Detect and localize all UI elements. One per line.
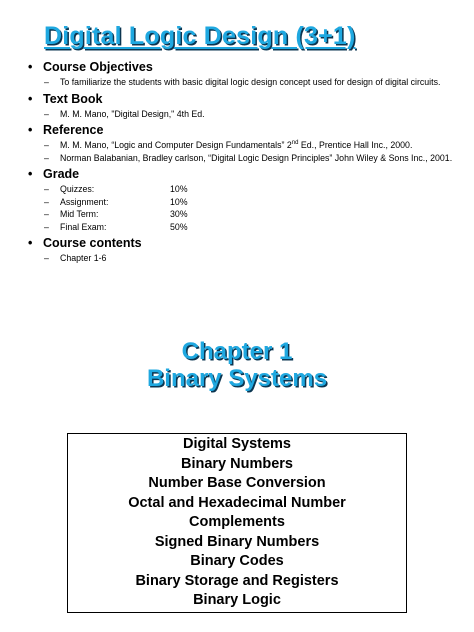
section-course-contents <box>26 236 456 264</box>
chapter-subtitle: Binary Systems <box>146 365 328 392</box>
topic-item: Binary Codes <box>190 553 284 569</box>
chapter-title: Chapter 1 <box>181 338 293 365</box>
dash-icon: – <box>44 221 49 232</box>
reference-text: Ed., Prentice Hall Inc., 2000. <box>298 140 413 150</box>
dash-icon: – <box>44 140 49 150</box>
topic-item: Complements <box>189 514 285 530</box>
bullet-icon: • <box>28 236 33 250</box>
grade-value: 30% <box>170 209 188 219</box>
dash-icon: – <box>44 152 49 163</box>
list-item: Norman Balabanian, Bradley carlson, “Digital Logic Design Principles” John Wiley & Sons Inc., 2001. <box>60 152 453 163</box>
grade-row <box>60 184 456 195</box>
topic-item: Signed Binary Numbers <box>154 533 320 550</box>
dash-icon: – <box>44 108 49 119</box>
grade-label: Mid Term: <box>60 209 99 219</box>
list-item: Chapter 1-6 <box>60 253 107 263</box>
dash-icon: – <box>44 209 49 219</box>
course-outline <box>26 56 456 264</box>
superscript: nd <box>291 140 299 147</box>
dash-icon: – <box>44 253 49 263</box>
section-course-objectives <box>26 60 456 88</box>
dash-icon: – <box>44 77 49 87</box>
list-item <box>60 140 456 151</box>
section-heading: Text Book <box>43 91 103 106</box>
grade-label: Quizzes: <box>60 184 95 194</box>
section-grade <box>26 167 456 232</box>
reference-text: M. M. Mano, “Logic and Computer Design Fundamentals” 2 <box>60 140 292 150</box>
section-heading: Grade <box>43 167 80 181</box>
topic-item: Number Base Conversion <box>148 475 326 491</box>
bullet-icon: • <box>28 60 33 74</box>
bullet-icon: • <box>28 167 33 181</box>
topic-item: Octal and Hexadecimal Number <box>128 494 346 511</box>
grade-value: 50% <box>170 221 188 232</box>
section-heading: Course Objectives <box>43 60 153 74</box>
grade-label: Final Exam: <box>60 221 107 232</box>
bullet-icon: • <box>28 91 33 106</box>
topic-item: Binary Storage and Registers <box>135 572 339 589</box>
list-item: To familiarize the students with basic digital logic design concept used for design of digital circuits. <box>60 77 441 87</box>
grade-row <box>60 197 456 208</box>
topic-item: Binary Logic <box>193 592 281 608</box>
grade-value: 10% <box>170 184 188 194</box>
bullet-icon: • <box>28 123 33 137</box>
section-heading: Course contents <box>43 236 142 250</box>
dash-icon: – <box>44 184 49 194</box>
dash-icon: – <box>44 196 49 207</box>
section-heading: Reference <box>43 123 104 137</box>
section-text-book <box>26 92 456 120</box>
topics-box <box>67 433 407 613</box>
topic-item: Digital Systems <box>183 436 291 452</box>
grade-value: 10% <box>170 196 188 207</box>
list-item: M. M. Mano, "Digital Design," 4th Ed. <box>60 108 205 119</box>
grade-row <box>60 209 456 220</box>
topic-item: Binary Numbers <box>180 455 293 472</box>
grade-label: Assignment: <box>60 196 109 207</box>
section-reference <box>26 123 456 163</box>
page-title: Digital Logic Design (3+1) <box>44 22 356 50</box>
grade-row <box>60 222 456 233</box>
